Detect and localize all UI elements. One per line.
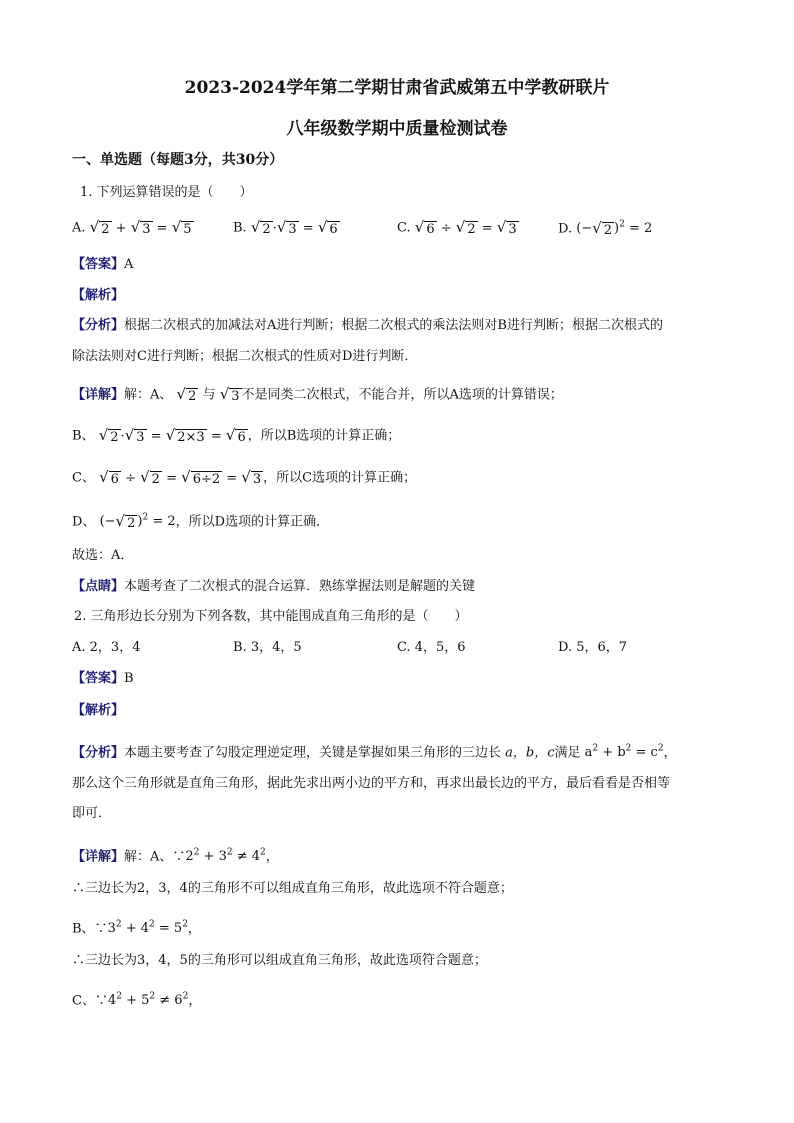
q1-remark	[72, 578, 475, 596]
title-line-1: 2023-2024学年第二学期甘肃省武威第五中学教研联片	[184, 78, 610, 98]
q2-fenxi-mid: 满足	[554, 745, 581, 761]
q1-detail-d-pre: D、	[72, 514, 96, 530]
remark-tag: 【点睛】	[72, 579, 125, 594]
q1-fenxi-line-2: 除法法则对C进行判断；根据二次根式的性质对D进行判断．	[72, 349, 418, 364]
q2-detail-b-pre: B、∵	[72, 921, 108, 937]
q1-option-a-formula: √ 2 + √ 3 = √ 5	[89, 218, 192, 237]
q2-detail-a-pre: 解：A、∵	[124, 849, 186, 865]
q2-conclusion-b: ∴三边长为3，4，5的三角形可以组成直角三角形，故此选项符合题意；	[72, 953, 487, 968]
q2-detail-a: 【详解】解：A、$\because 2^2 + 3^2 \ne 4^2$，	[72, 848, 279, 865]
q1-detail-a-pre: 解：A、	[124, 387, 173, 403]
q1-remark-text: 本题考查了二次根式的混合运算．熟练掌握法则是解题的关键	[124, 579, 476, 594]
q1-answer	[72, 256, 133, 274]
section-heading: 一、单选题（每题3分，共30分）	[72, 152, 284, 168]
q1-detail-a-post: 不是同类二次根式，不能合并，所以A选项的计算错误；	[241, 387, 563, 403]
detail-tag: 【详解】	[72, 387, 125, 403]
q2-answer	[72, 670, 134, 688]
q1-option-b-label: B.	[233, 220, 247, 236]
q1-detail-d-post: ，所以D选项的计算正确．	[175, 514, 330, 530]
q2-fenxi-line-2: 那么这个三角形就是直角三角形，据此先求出两小边的平方和，再求出最长边的平方，最后看看是否相等	[72, 776, 671, 791]
q2-fenxi-text-1: 本题主要考查了勾股定理逆定理，关键是掌握如果三角形的三边长	[124, 745, 502, 761]
q2-fenxi-line-1: 【分析】本题主要考查了勾股定理逆定理，关键是掌握如果三角形的三边长 a，b，c满足 $a^2 + b^2 = c^2$，	[72, 744, 677, 761]
q1-detail-c-pre: C、	[72, 470, 95, 486]
q2-conclusion-a: ∴三边长为2，3，4的三角形不可以组成直角三角形，故此选项不符合题意；	[72, 881, 513, 896]
q1-option-d-label: D.	[558, 221, 573, 237]
q2-fenxi-line-3: 即可．	[72, 806, 112, 821]
answer-tag: 【答案】	[72, 257, 125, 272]
q1-option-b-formula: √ 2 · √ 3 = √ 6	[250, 218, 338, 237]
detail-tag: 【详解】	[72, 849, 125, 865]
q1-detail-b-post: ，所以B选项的计算正确；	[247, 428, 401, 444]
q1-option-a-label: A.	[72, 220, 86, 236]
q1-fenxi-line-1	[72, 317, 663, 335]
q1-answer-value: A	[124, 257, 134, 272]
q1-analysis-tag: 【解析】	[72, 288, 125, 303]
q1-option-b	[233, 219, 340, 238]
title-line-2: 八年级数学期中质量检测试卷	[286, 119, 508, 139]
q1-detail-d: D、 (− √ 2 )$^2$ = 2，所以D选项的计算正确．	[72, 511, 330, 531]
fenxi-tag: 【分析】	[72, 745, 125, 761]
q2-analysis-tag: 【解析】	[72, 703, 125, 718]
q2-option-a: A. 2，3，4	[72, 640, 141, 655]
q2-detail-c-pre: C、∵	[72, 993, 108, 1009]
answer-tag: 【答案】	[72, 671, 125, 686]
q2-option-c: C. 4，5，6	[397, 640, 466, 655]
q1-detail-a-mid: 与	[202, 387, 216, 403]
q1-option-a	[72, 219, 194, 238]
q1-detail-c: C、 √ 6 ÷ √ 2 = √ 6÷2 = √ 3 ，所以C选项的计算正确；	[72, 468, 417, 487]
q1-option-c	[397, 219, 519, 238]
q2-answer-value: B	[124, 671, 134, 686]
q1-option-d	[558, 216, 652, 238]
q1-detail-a: 【详解】解：A、 √ 2 与 √ 3 不是同类二次根式，不能合并，所以A选项的计算错误；	[72, 385, 563, 404]
q2-detail-c: C、$\because 4^2 + 5^2 \ne 6^2$，	[72, 992, 202, 1009]
q2-detail-b: B、$\because 3^2 + 4^2 = 5^2$，	[72, 920, 201, 937]
q2-option-b: B. 3，4，5	[233, 640, 302, 655]
q2-option-d: D. 5，6，7	[558, 640, 628, 655]
q2-stem: 2. 三角形边长分别为下列各数，其中能围成直角三角形的是（ ）	[74, 609, 468, 624]
q1-detail-b: B、 √ 2 · √ 3 = √ 2×3 = √ 6 ，所以B选项的计算正确；	[72, 426, 401, 445]
fenxi-tag: 【分析】	[72, 318, 125, 333]
q1-detail-c-post: ，所以C选项的计算正确；	[263, 470, 417, 486]
q1-option-c-formula: √ 6 ÷ √ 2 = √ 3	[414, 218, 517, 237]
q1-detail-b-pre: B、	[72, 428, 95, 444]
q1-stem: 1. 下列运算错误的是（ ）	[80, 185, 253, 200]
q1-option-d-formula: (− √ 2 )$^2$ = 2	[576, 218, 653, 238]
q1-option-c-label: C.	[397, 220, 411, 236]
q1-choose: 故选：A．	[72, 548, 134, 563]
q2-fenxi-vars: a，b，c	[505, 745, 555, 761]
q1-fenxi-text-1: 根据二次根式的加减法对A进行判断；根据二次根式的乘法法则对B进行判断；根据二次根式的	[124, 318, 663, 333]
